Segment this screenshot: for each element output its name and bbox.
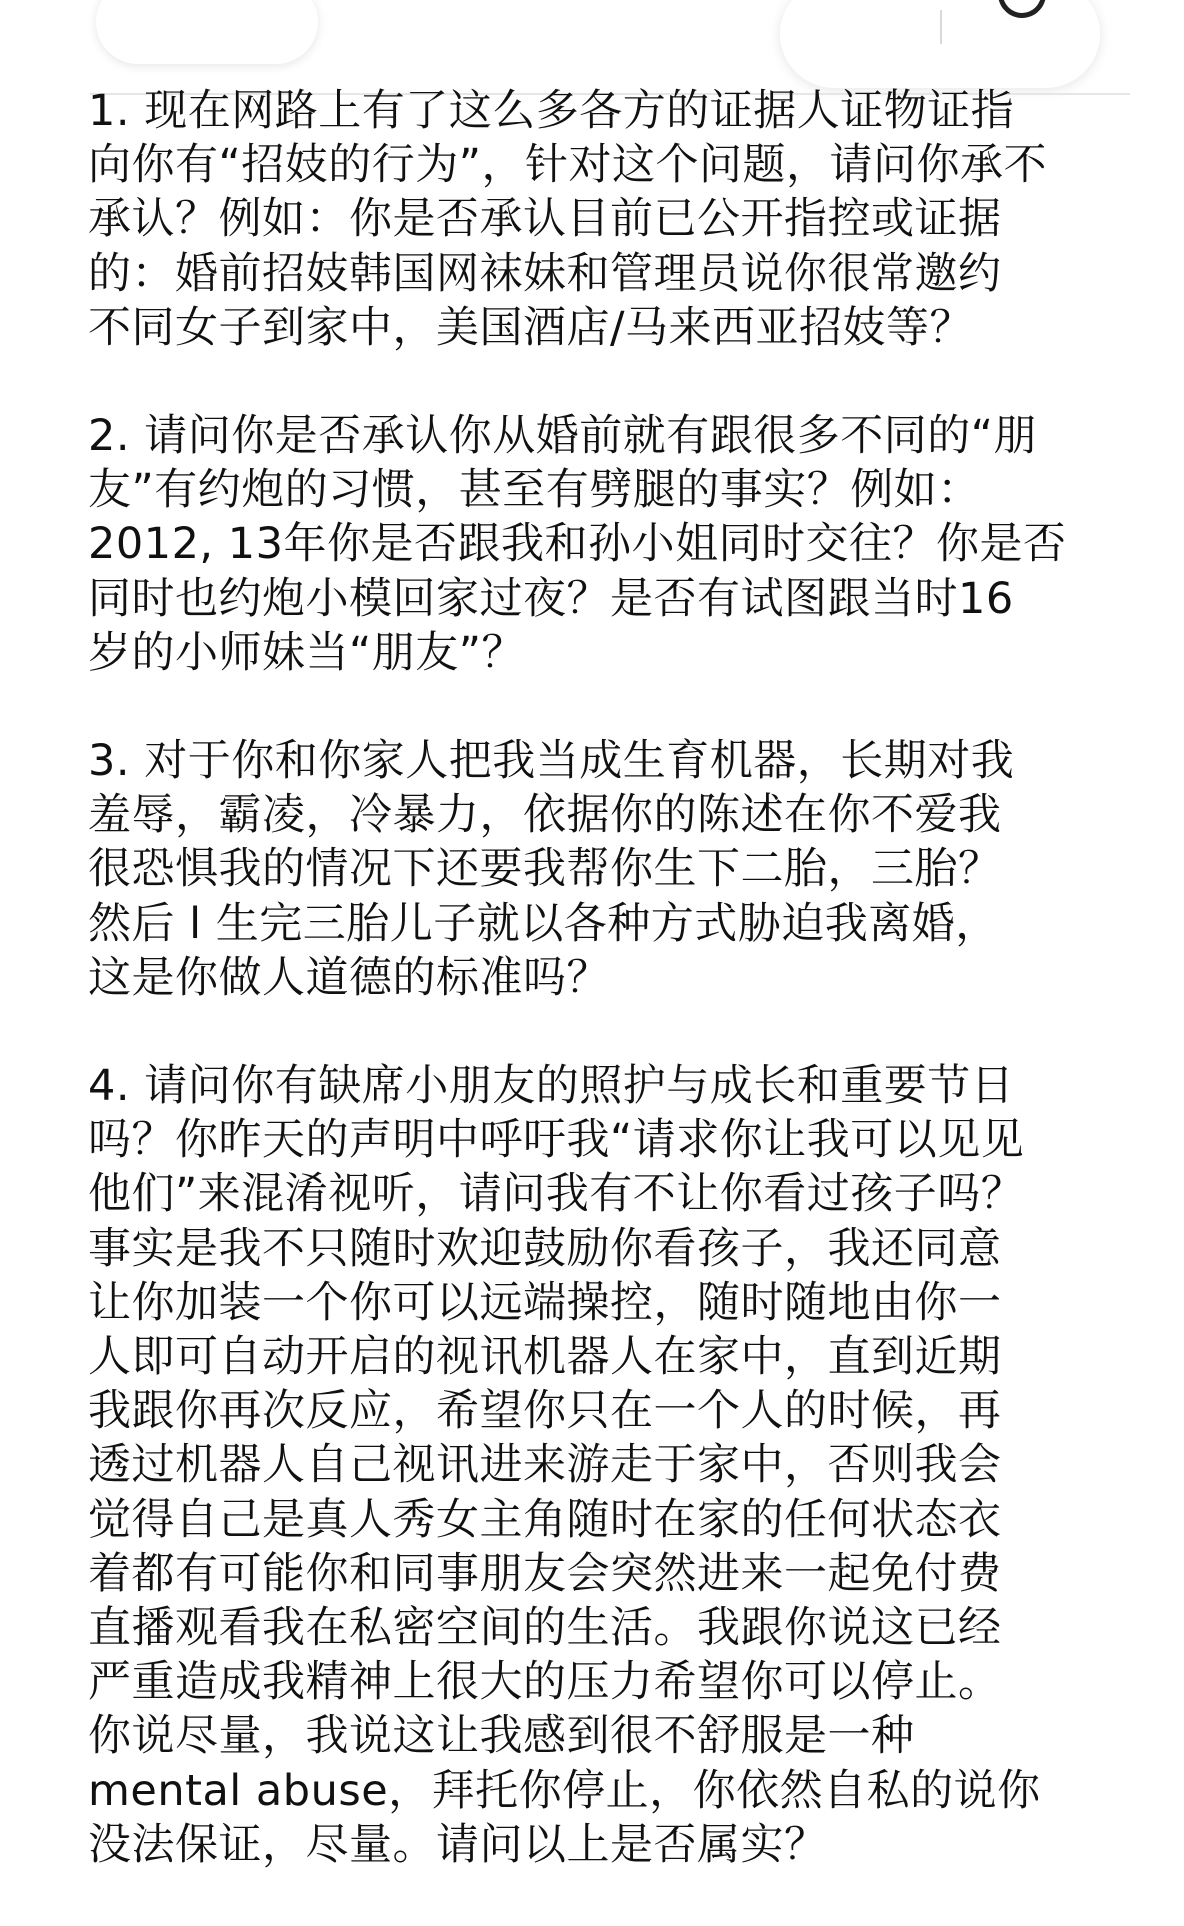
question-1: 1. 现在网路上有了这么多各方的证据人证物证指 向你有“招妓的行为”，针对这个问题，请问你承不 承认？例如：你是否承认目前已公开指控或证据 的：婚前招妓韩国网袜妹和管理员说你很常邀约 不同女子到家中，美国酒店/马来西亚招妓等？ <box>88 86 1048 353</box>
article-body <box>88 84 1108 1926</box>
question-3: 3. 对于你和你家人把我当成生育机器，长期对我 羞辱，霸凌，冷暴力，依据你的陈述在你不爱我 很恐惧我的情况下还要我帮你生下二胎，三胎？ 然后 l 生完三胎儿子就以各种方式胁迫我离婚， 这是你做人道德的标准吗？ <box>88 736 1015 1003</box>
menu-capsule[interactable] <box>780 0 1100 88</box>
capsule-divider <box>940 10 942 44</box>
question-4: 4. 请问你有缺席小朋友的照护与成长和重要节日 吗？你昨天的声明中呼吁我“请求你让我可以见见 他们”来混淆视听，请问我有不让你看过孩子吗？ 事实是我不只随时欢迎鼓励你看孩子，我还同意 让你加装一个你可以远端操控，随时随地由你一 人即可自动开启的视讯机器人在家中，直到近期 我跟你再次反应，希望你只在一个人的时候，再 透过机器人自己视讯进来游走于家中，否则我会 觉得自己是真人秀女主角随时在家的任何状态衣 着都有可能你和同事朋友会突然进来一起免付费 直播观看我在私密空间的生活。我跟你说这已经 严重造成我精神上很大的压力希望你可以停止。 你说尽量，我说这让我感到很不舒服是一种 mental abuse，拜托你停止，你依然自私的说你 没法保证，尽量。请问以上是否属实？ <box>88 1061 1041 1870</box>
question-2: 2. 请问你是否承认你从婚前就有跟很多不同的“朋 友”有约炮的习惯，甚至有劈腿的事实？例如： 2012, 13年你是否跟我和孙小姐同时交往？你是否 同时也约炮小模回家过夜？是否有试图跟当时16 岁的小师妹当“朋友”？ <box>88 411 1067 678</box>
top-bar <box>0 0 1184 96</box>
back-pill-button[interactable] <box>96 0 318 64</box>
close-circle-icon[interactable] <box>988 0 1056 28</box>
